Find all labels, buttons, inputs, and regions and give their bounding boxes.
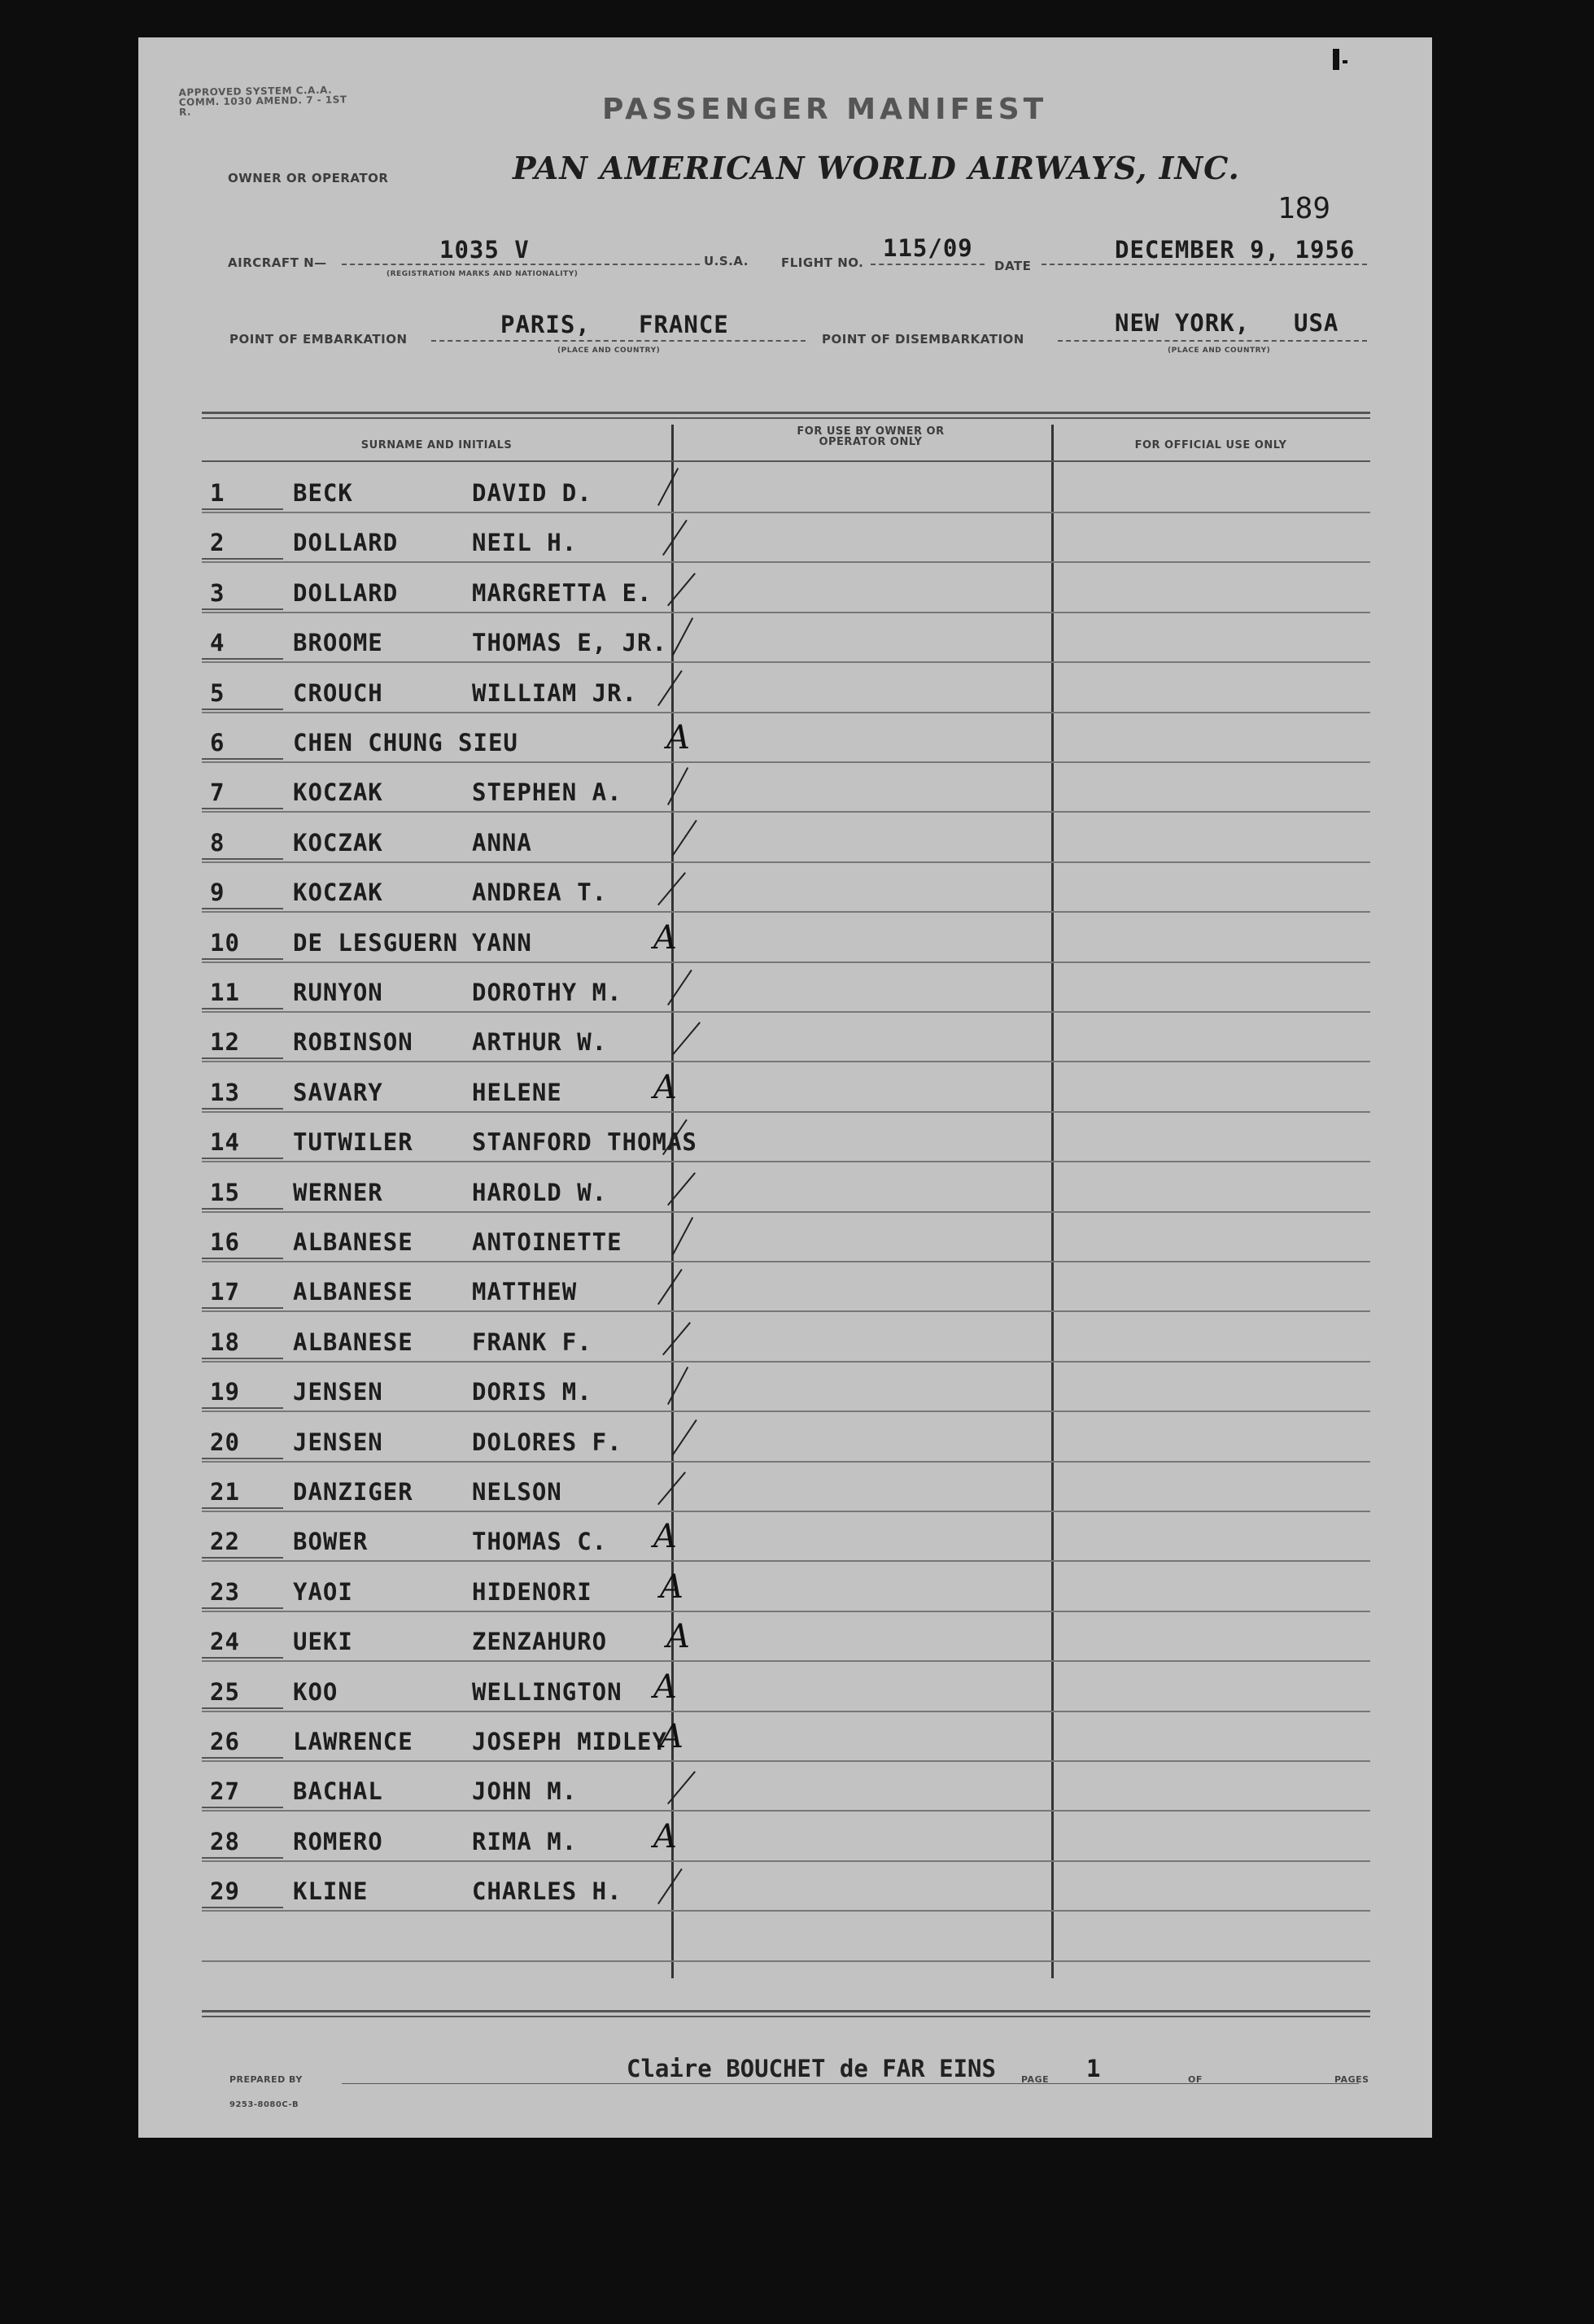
check-mark-icon <box>662 1322 691 1355</box>
disembarkation-caption: (PLACE AND COUNTRY) <box>1168 347 1271 355</box>
row-number-underline <box>202 558 283 560</box>
table-row <box>202 1111 1370 1162</box>
disembarkation-label: POINT OF DISEMBARKATION <box>822 332 1024 347</box>
table-row <box>202 1261 1370 1312</box>
handwritten-a-mark: A <box>660 1568 683 1606</box>
passenger-surname: ALBANESE <box>293 1278 413 1306</box>
check-mark-icon <box>667 1367 688 1405</box>
aircraft-underline <box>342 264 700 265</box>
passenger-surname: KOCZAK <box>293 879 383 907</box>
passenger-surname: SAVARY <box>293 1078 383 1106</box>
date-underline <box>1042 264 1367 265</box>
row-number-underline <box>202 808 283 809</box>
row-number-underline <box>202 858 283 860</box>
check-mark-icon <box>667 970 692 1005</box>
table-row <box>202 562 1370 613</box>
table-row <box>202 662 1370 713</box>
passenger-surname: KOCZAK <box>293 828 383 857</box>
row-number-underline <box>202 608 283 610</box>
row-number: 8 <box>210 828 225 857</box>
passenger-surname: CHEN CHUNG SIEU <box>293 729 518 756</box>
passenger-given-name: DORIS M. <box>472 1378 592 1406</box>
check-mark-icon <box>657 872 686 905</box>
page-number: 1 <box>1086 2055 1102 2082</box>
check-mark-icon <box>667 1772 696 1805</box>
registration-caption: (REGISTRATION MARKS AND NATIONALITY) <box>386 270 579 278</box>
flight-label: FLIGHT NO. <box>781 255 864 270</box>
handwritten-a-mark: A <box>653 1668 677 1706</box>
passenger-given-name: RIMA M. <box>472 1827 578 1855</box>
row-number: 11 <box>210 979 240 1006</box>
check-mark-icon <box>667 573 696 606</box>
row-number-underline <box>202 1008 283 1009</box>
pages-label: PAGES <box>1334 2074 1369 2085</box>
passenger-given-name: DAVID D. <box>472 479 592 507</box>
passenger-given-name: NEIL H. <box>472 529 578 557</box>
empty-row <box>202 1960 1370 2012</box>
passenger-given-name: MATTHEW <box>472 1278 578 1306</box>
passenger-surname: BECK <box>293 479 353 507</box>
row-number-underline <box>202 508 283 510</box>
table-row <box>202 1860 1370 1912</box>
passenger-given-name: DOLORES F. <box>472 1428 622 1456</box>
usa-label: U.S.A. <box>704 254 749 268</box>
row-number: 5 <box>210 678 225 707</box>
embarkation-underline <box>431 340 806 342</box>
passenger-given-name: ANNA <box>472 828 532 857</box>
row-number-underline <box>202 1607 283 1609</box>
passenger-surname: JENSEN <box>293 1378 383 1406</box>
aircraft-label: AIRCRAFT N— <box>228 255 327 270</box>
row-number: 21 <box>210 1478 240 1506</box>
aircraft-value: 1035 V <box>439 236 530 264</box>
passenger-given-name: THOMAS E, JR. <box>472 629 667 657</box>
passenger-surname: DE LESGUERN <box>293 928 459 957</box>
table-row <box>202 712 1370 763</box>
row-number: 9 <box>210 879 225 907</box>
passenger-surname: KLINE <box>293 1877 369 1906</box>
row-number: 7 <box>210 778 225 807</box>
row-number: 24 <box>210 1628 240 1656</box>
table-row <box>202 512 1370 563</box>
table-top-rule <box>202 412 1370 414</box>
row-number-underline <box>202 1557 283 1559</box>
passenger-given-name: HAROLD W. <box>472 1178 608 1206</box>
row-number-underline <box>202 1057 283 1059</box>
passenger-given-name: NELSON <box>472 1478 562 1506</box>
table-row <box>202 1711 1370 1762</box>
passenger-given-name: DOROTHY M. <box>472 979 622 1006</box>
handwritten-a-mark: A <box>660 1718 683 1755</box>
column-header-owner-use: FOR USE BY OWNER OR OPERATOR ONLY <box>797 425 945 448</box>
row-number: 20 <box>210 1428 240 1456</box>
flight-value: 115/09 <box>883 234 973 262</box>
passenger-surname: BOWER <box>293 1528 369 1556</box>
flight-underline <box>871 264 985 265</box>
row-number: 19 <box>210 1378 240 1406</box>
row-number-underline <box>202 1707 283 1709</box>
passenger-surname: LAWRENCE <box>293 1728 413 1755</box>
passenger-surname: JENSEN <box>293 1428 383 1456</box>
check-mark-icon <box>657 1868 683 1904</box>
punch-mark <box>1333 49 1339 70</box>
row-number-underline <box>202 1907 283 1908</box>
handwritten-a-mark: A <box>666 1618 690 1656</box>
table-row <box>202 1361 1370 1412</box>
passenger-surname: BROOME <box>293 629 383 657</box>
manifest-page <box>138 37 1432 2138</box>
row-number-underline <box>202 658 283 660</box>
embarkation-country: FRANCE <box>639 311 729 338</box>
passenger-given-name: CHARLES H. <box>472 1877 622 1906</box>
passenger-given-name: WELLINGTON <box>472 1677 622 1706</box>
passenger-given-name: STEPHEN A. <box>472 778 622 807</box>
signature: Claire BOUCHET de FAR EINS <box>627 2055 996 2082</box>
passenger-surname: ROBINSON <box>293 1028 413 1057</box>
table-row <box>202 1461 1370 1512</box>
empty-row <box>202 1911 1370 1962</box>
check-mark-icon <box>672 820 697 856</box>
embarkation-label: POINT OF EMBARKATION <box>229 332 408 347</box>
table-row <box>202 1162 1370 1213</box>
passenger-given-name: ZENZAHURO <box>472 1628 608 1656</box>
table-row <box>202 1661 1370 1712</box>
owner-label: OWNER OR OPERATOR <box>228 171 389 185</box>
footer-line <box>342 2083 1359 2084</box>
table-row <box>202 1211 1370 1262</box>
passenger-given-name: YANN <box>472 928 532 957</box>
date-value: DECEMBER 9, 1956 <box>1115 236 1356 264</box>
page-reference-number: 189 <box>1277 192 1331 225</box>
passenger-surname: DOLLARD <box>293 578 399 607</box>
row-number: 29 <box>210 1877 240 1906</box>
passenger-surname: ALBANESE <box>293 1328 413 1356</box>
form-number: 9253-8080C-B <box>229 2100 299 2109</box>
row-number-underline <box>202 1807 283 1808</box>
check-mark-icon <box>657 1472 686 1505</box>
passenger-surname: TUTWILER <box>293 1128 413 1157</box>
row-number: 18 <box>210 1328 240 1356</box>
disembarkation-city: NEW YORK, <box>1115 309 1251 337</box>
prepared-by-label: PREPARED BY <box>229 2074 303 2085</box>
row-number: 17 <box>210 1278 240 1306</box>
row-number-underline <box>202 1258 283 1259</box>
check-mark-icon <box>672 1022 701 1056</box>
table-row <box>202 1311 1370 1363</box>
row-number: 27 <box>210 1777 240 1806</box>
check-mark-icon <box>667 767 688 805</box>
table-row <box>202 1811 1370 1862</box>
passenger-given-name: THOMAS C. <box>472 1528 608 1556</box>
table-bottom-rule-2 <box>202 2016 1370 2017</box>
row-number-underline <box>202 1757 283 1759</box>
passenger-given-name: WILLIAM JR. <box>472 678 638 707</box>
check-mark-icon <box>662 520 688 556</box>
row-number: 10 <box>210 928 240 957</box>
table-row <box>202 462 1370 513</box>
row-number-underline <box>202 1158 283 1159</box>
operator-name: PAN AMERICAN WORLD AIRWAYS, INC. <box>513 150 1240 186</box>
passenger-given-name: HIDENORI <box>472 1577 592 1606</box>
check-mark-icon <box>657 468 679 506</box>
row-number: 14 <box>210 1128 240 1157</box>
embarkation-caption: (PLACE AND COUNTRY) <box>557 347 661 355</box>
row-number: 1 <box>210 479 225 507</box>
row-number: 15 <box>210 1178 240 1206</box>
passenger-given-name: ARTHUR W. <box>472 1028 608 1057</box>
check-mark-icon <box>672 1419 697 1454</box>
row-number: 6 <box>210 729 225 756</box>
handwritten-a-mark: A <box>666 719 690 756</box>
table-row <box>202 812 1370 863</box>
row-number-underline <box>202 908 283 909</box>
check-mark-icon <box>657 669 683 705</box>
passenger-surname: RUNYON <box>293 979 383 1006</box>
handwritten-a-mark: A <box>653 918 677 957</box>
row-number: 13 <box>210 1078 240 1106</box>
passenger-given-name: HELENE <box>472 1078 562 1106</box>
table-row <box>202 1611 1370 1662</box>
of-label: OF <box>1188 2074 1203 2085</box>
check-mark-icon <box>657 1269 683 1305</box>
passenger-surname: YAOI <box>293 1577 353 1606</box>
handwritten-a-mark: A <box>653 1817 677 1855</box>
disembarkation-underline <box>1058 340 1367 342</box>
row-number: 28 <box>210 1827 240 1855</box>
table-row <box>202 612 1370 663</box>
passenger-surname: DOLLARD <box>293 529 399 557</box>
page-label: PAGE <box>1021 2074 1050 2085</box>
passenger-surname: DANZIGER <box>293 1478 413 1506</box>
page-title: PASSENGER MANIFEST <box>602 93 1048 126</box>
row-number-underline <box>202 1358 283 1359</box>
handwritten-a-mark: A <box>653 1518 677 1556</box>
row-number-underline <box>202 1458 283 1459</box>
table-row <box>202 1511 1370 1562</box>
row-number-underline <box>202 758 283 760</box>
passenger-surname: KOCZAK <box>293 778 383 807</box>
row-number-underline <box>202 958 283 960</box>
punch-mark-dot <box>1343 60 1347 63</box>
check-mark-icon <box>672 617 693 656</box>
handwritten-a-mark: A <box>653 1068 677 1106</box>
table-row <box>202 1411 1370 1463</box>
row-number-underline <box>202 1108 283 1110</box>
table-row <box>202 961 1370 1013</box>
column-header-names: SURNAME AND INITIALS <box>360 439 513 451</box>
passenger-surname: BACHAL <box>293 1777 383 1806</box>
table-bottom-rule <box>202 2010 1370 2012</box>
check-mark-icon <box>667 1172 696 1206</box>
row-number: 16 <box>210 1228 240 1256</box>
row-number-underline <box>202 1307 283 1309</box>
table-row <box>202 761 1370 813</box>
check-mark-icon <box>672 1217 693 1255</box>
table-row <box>202 1561 1370 1612</box>
approval-stamp: APPROVED SYSTEM C.A.A. COMM. 1030 AMEND. 7 - 1ST R. <box>178 84 347 118</box>
row-number-underline <box>202 1857 283 1859</box>
row-number: 4 <box>210 629 225 657</box>
passenger-surname: ROMERO <box>293 1827 383 1855</box>
passenger-surname: KOO <box>293 1677 338 1706</box>
passenger-given-name: ANDREA T. <box>472 879 608 907</box>
passenger-given-name: ANTOINETTE <box>472 1228 622 1256</box>
embarkation-city: PARIS, <box>500 311 591 338</box>
row-number: 26 <box>210 1728 240 1755</box>
passenger-given-name: MARGRETTA E. <box>472 578 653 607</box>
table-top-rule-2 <box>202 417 1370 419</box>
passenger-given-name: FRANK F. <box>472 1328 592 1356</box>
table-row <box>202 1011 1370 1062</box>
row-number: 25 <box>210 1677 240 1706</box>
table-row <box>202 861 1370 913</box>
row-number: 2 <box>210 529 225 557</box>
passenger-given-name: JOHN M. <box>472 1777 578 1806</box>
table-row <box>202 1062 1370 1113</box>
row-number-underline <box>202 1407 283 1409</box>
passenger-surname: UEKI <box>293 1628 353 1656</box>
passenger-given-name: JOSEPH MIDLEY <box>472 1728 667 1755</box>
row-number-underline <box>202 709 283 710</box>
row-number: 22 <box>210 1528 240 1556</box>
row-number-underline <box>202 1657 283 1659</box>
passenger-surname: WERNER <box>293 1178 383 1206</box>
row-number: 3 <box>210 578 225 607</box>
row-number: 23 <box>210 1577 240 1606</box>
table-row <box>202 1760 1370 1812</box>
table-row <box>202 912 1370 963</box>
row-number: 12 <box>210 1028 240 1057</box>
passenger-surname: ALBANESE <box>293 1228 413 1256</box>
passenger-surname: CROUCH <box>293 678 383 707</box>
date-label: DATE <box>994 259 1032 273</box>
row-number-underline <box>202 1208 283 1210</box>
passenger-given-name: STANFORD THOMAS <box>472 1128 697 1157</box>
column-header-official-use: FOR OFFICIAL USE ONLY <box>1134 439 1287 451</box>
disembarkation-country: USA <box>1294 309 1339 337</box>
row-number-underline <box>202 1507 283 1509</box>
